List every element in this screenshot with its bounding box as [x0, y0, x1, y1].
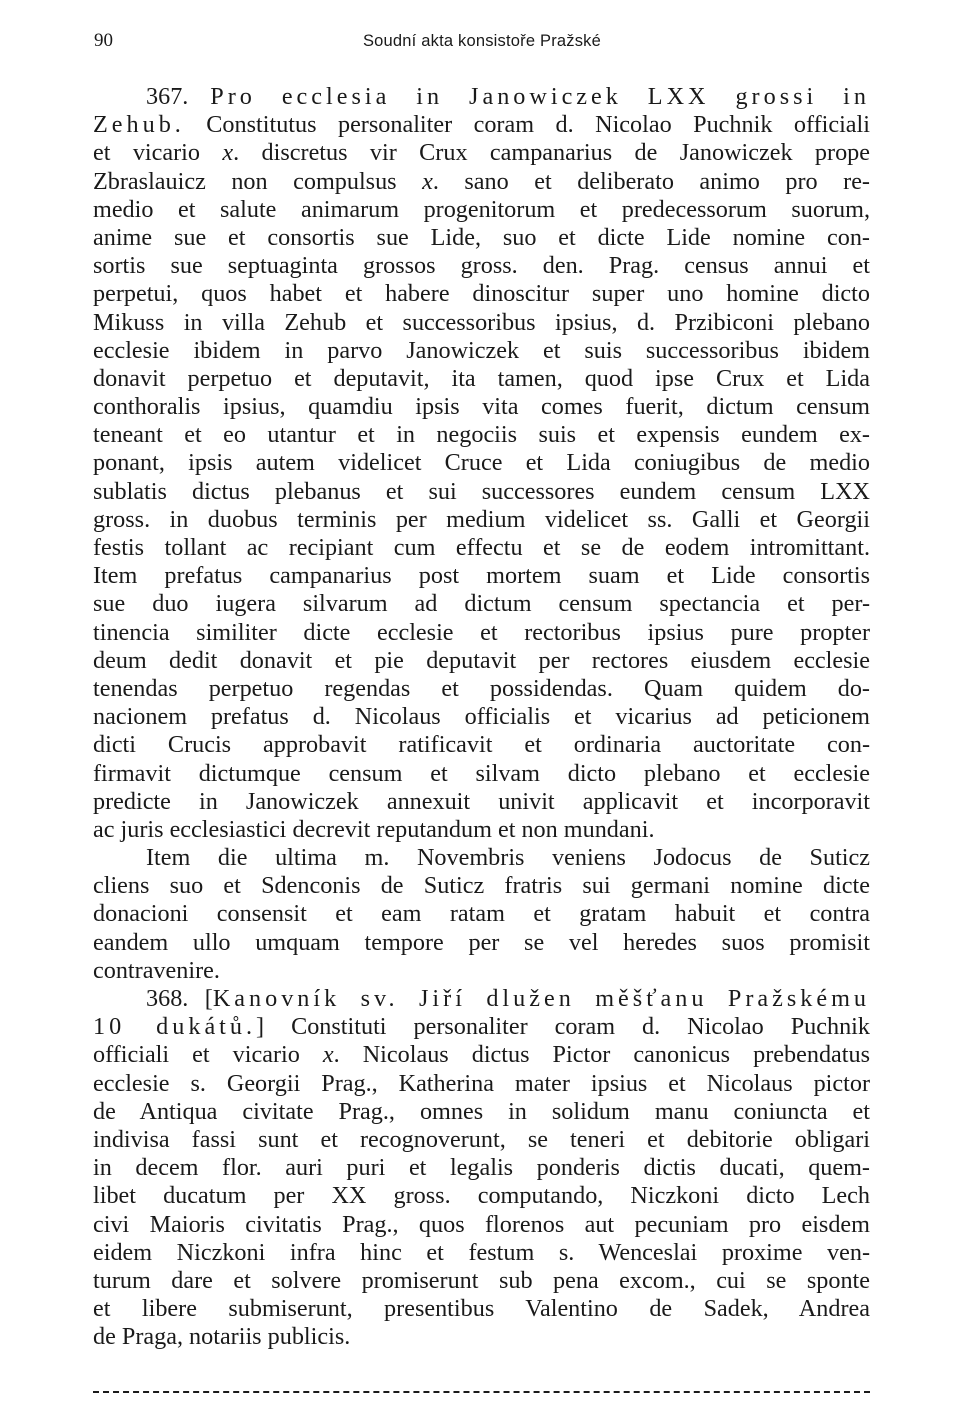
text-segment: ac juris ecclesiastici decrevit reputandum et non mundani.: [93, 815, 655, 843]
text-line: [93, 224, 870, 252]
text-line: [93, 957, 870, 985]
text-line: [93, 1041, 870, 1069]
text-line: [93, 1211, 870, 1239]
text-segment: ] Constituti personaliter coram d. Nicolao Puchnik: [256, 1013, 870, 1041]
text-segment: turum dare et solvere promiserunt sub pena excom., cui se sponte: [93, 1266, 870, 1294]
text-line: [93, 1323, 870, 1351]
text-segment: tenendas perpetuo regendas et possidendas. Quam quidem do-: [93, 674, 870, 702]
text-segment: gross. in duobus terminis per medium videlicet ss. Galli et Georgii: [93, 505, 870, 533]
text-line: [93, 1295, 870, 1323]
text-line: [93, 788, 870, 816]
text-segment: donavit perpetuo et deputavit, ita tamen, quod ipse Crux et Lida: [93, 364, 870, 392]
text-segment: perpetui, quos habet et habere dinoscitur super uno homine dicto: [93, 280, 870, 308]
text-line: [93, 280, 870, 308]
text-line: [93, 506, 870, 534]
text-line: [93, 731, 870, 759]
spaced-heading-text: Pro ecclesia in Janowiczek LXX grossi in: [210, 83, 870, 110]
text-line: [93, 1267, 870, 1295]
text-line: [93, 619, 870, 647]
text-line: [93, 1239, 870, 1267]
text-segment: ecclesie s. Georgii Prag., Katherina mater ipsius et Nicolaus pictor: [93, 1069, 870, 1097]
text-segment: Item prefatus campanarius post mortem suam et Lide consortis: [93, 562, 870, 590]
text-segment: 367.: [146, 83, 211, 110]
text-segment: libet ducatum per XX gross. computando, Niczkoni dicto Lech: [93, 1182, 870, 1210]
text-line: [93, 1154, 870, 1182]
text-segment: festis tollant ac recipiant cum effectu et se de eodem intromittant.: [93, 534, 870, 561]
text-line: [93, 393, 870, 421]
text-line: [93, 816, 870, 844]
section-end-rule: [93, 1391, 870, 1393]
text-segment: Zbraslauicz non compulsus: [93, 167, 423, 195]
text-line: [93, 421, 870, 449]
text-line: [93, 449, 870, 477]
text-segment: indivisa fassi sunt et recognoverunt, se teneri et debitorie obligari: [93, 1125, 870, 1153]
text-line: [93, 1013, 870, 1041]
text-segment: predicte in Janowiczek annexuit univit applicavit et incorporavit: [93, 787, 870, 815]
text-segment: cliens suo et Sdenconis de Suticz fratris sui germani nomine dicte: [93, 872, 870, 900]
text-segment: sublatis dictus plebanus et sui successores eundem censum LXX: [93, 477, 870, 505]
text-line: [93, 111, 870, 139]
text-segment: Mikuss in villa Zehub et successoribus ipsius, d. Przibiconi plebano: [93, 308, 870, 336]
text-line: [93, 534, 870, 562]
text-segment: tinencia similiter dicte ecclesie et rectoribus ipsius pure propter: [93, 618, 870, 646]
text-segment: officiali et vicario: [93, 1041, 323, 1069]
text-segment: Constitutus personaliter coram d. Nicolao Puchnik officiali: [184, 111, 870, 139]
spaced-heading-text: Kanovník sv. Jiří dlužen měšťanu Pražskému: [212, 985, 870, 1012]
italic-text: x: [322, 1041, 334, 1069]
text-line: [93, 844, 870, 872]
text-line: [93, 1070, 870, 1098]
text-segment: civi Maioris civitatis Prag., quos florenos aut pecuniam pro eisdem: [93, 1210, 870, 1238]
text-line: [93, 872, 870, 900]
text-segment: de Antiqua civitate Prag., omnes in solidum manu coniuncta et: [93, 1097, 870, 1125]
text-segment: dicti Crucis approbavit ratificavit et ordinaria auctoritate con-: [93, 731, 870, 759]
text-line: [93, 196, 870, 224]
text-segment: contravenire.: [93, 956, 220, 984]
italic-text: x: [422, 167, 433, 195]
text-line: [93, 900, 870, 928]
page-header: [94, 30, 870, 56]
text-segment: medio et salute animarum progenitorum et predecessorum suorum,: [93, 195, 870, 223]
text-line: [93, 985, 870, 1013]
text-segment: eidem Niczkoni infra hinc et festum s. Wenceslai proxime ven-: [93, 1238, 870, 1266]
text-segment: anime sue et consortis sue Lide, suo et dicte Lide nomine con-: [93, 223, 870, 251]
text-segment: in decem flor. auri puri et legalis ponderis dictis ducati, quem-: [93, 1154, 870, 1182]
text-line: [93, 590, 870, 618]
text-segment: donacioni consensit et eam ratam et gratam habuit et contra: [93, 900, 870, 928]
text-segment: 368. [: [146, 985, 213, 1012]
text-segment: de Praga, notariis publicis.: [93, 1323, 351, 1351]
running-head: Soudní akta konsistoře Pražské: [362, 32, 602, 50]
page-number: 90: [94, 30, 113, 51]
text-segment: conthoralis ipsius, quamdiu ipsis vita comes fuerit, dictum censum: [93, 393, 870, 421]
text-line: [93, 168, 870, 196]
text-line: [93, 703, 870, 731]
text-line: [93, 478, 870, 506]
text-segment: ponant, ipsis autem videlicet Cruce et Lida coniugibus de medio: [93, 449, 870, 477]
text-line: [93, 1126, 870, 1154]
text-line: [93, 139, 870, 167]
text-segment: . Nicolaus dictus Pictor canonicus prebendatus: [333, 1041, 871, 1069]
text-segment: firmavit dictumque censum et silvam dicto plebano et ecclesie: [93, 759, 870, 787]
text-line: [93, 337, 870, 365]
text-line: [93, 929, 870, 957]
text-segment: sue duo iugera silvarum ad dictum censum spectancia et per-: [93, 590, 870, 618]
text-line: [93, 760, 870, 788]
text-line: [93, 647, 870, 675]
text-segment: Item die ultima m. Novembris veniens Jodocus de Suticz: [146, 844, 870, 872]
text-segment: teneant et eo utantur et in negociis suis et expensis eundem ex-: [93, 421, 870, 449]
text-segment: . sano et deliberato animo pro re-: [432, 167, 870, 195]
spaced-heading-text: Zehub.: [93, 111, 185, 139]
text-segment: sortis sue septuaginta grossos gross. den. Prag. census annui et: [93, 252, 870, 280]
text-segment: nacionem prefatus d. Nicolaus officialis et vicarius ad peticionem: [93, 703, 870, 731]
text-segment: deum dedit donavit et pie deputavit per rectores eiusdem ecclesie: [93, 646, 870, 674]
text-segment: et vicario: [93, 139, 223, 167]
italic-text: x: [222, 139, 234, 167]
text-segment: eandem ullo umquam tempore per se vel heredes suos promisit: [93, 928, 870, 956]
text-line: [93, 365, 870, 393]
text-segment: et libere submiserunt, presentibus Valentino de Sadek, Andrea: [93, 1295, 870, 1323]
text-segment: ecclesie ibidem in parvo Janowiczek et suis successoribus ibidem: [93, 336, 870, 364]
text-line: [93, 562, 870, 590]
spaced-heading-text: 10 dukátů.: [93, 1013, 257, 1041]
text-segment: . discretus vir Crux campanarius de Janowiczek prope: [233, 139, 871, 167]
body-text: [93, 83, 870, 1351]
text-line: [93, 675, 870, 703]
text-line: [93, 83, 870, 111]
text-line: [93, 1098, 870, 1126]
text-line: [93, 1182, 870, 1210]
text-line: [93, 309, 870, 337]
text-line: [93, 252, 870, 280]
